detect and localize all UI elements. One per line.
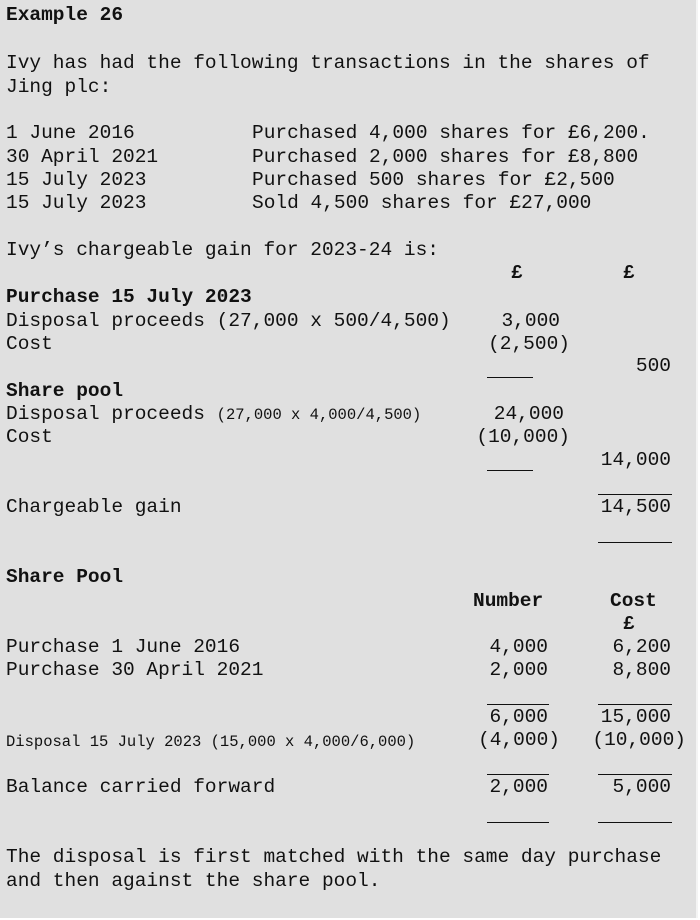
purchase-cost-value: (2,500) — [488, 333, 570, 355]
cost-unit: £ — [623, 613, 635, 635]
column-header-pounds: £ — [623, 262, 635, 284]
chargeable-gain-value: 14,500 — [600, 496, 671, 518]
purchase-proceeds-label: Disposal proceeds (27,000 x 500/4,500) — [6, 310, 451, 332]
underline-rule — [487, 377, 533, 378]
underline-rule — [487, 704, 549, 705]
total-rule — [598, 494, 672, 495]
transaction-date: 15 July 2023 — [6, 169, 147, 191]
underline-rule — [598, 704, 672, 705]
intro-line-1: Ivy has had the following transactions in the shares of — [6, 52, 650, 74]
pool-row-label: Purchase 1 June 2016 — [6, 636, 241, 658]
transaction-desc: Sold 4,500 shares for £27,000 — [252, 192, 592, 214]
pool-row-cost: 8,800 — [612, 659, 671, 681]
pool-row-number: 2,000 — [489, 659, 548, 681]
transaction-desc: Purchased 2,000 shares for £8,800 — [252, 146, 639, 168]
number-column-header: Number — [473, 590, 544, 612]
purchase-proceeds-value: 3,000 — [501, 310, 560, 332]
pool-cost-value: (10,000) — [476, 426, 570, 448]
balance-number: 2,000 — [489, 776, 548, 798]
balance-cost: 5,000 — [612, 776, 671, 798]
intro-line-2: Jing plc: — [6, 76, 112, 98]
example-title: Example 26 — [6, 4, 124, 26]
underline-rule — [487, 822, 549, 823]
pool-row-label: Purchase 30 April 2021 — [6, 659, 264, 681]
pool-proceeds-value: 24,000 — [493, 403, 564, 425]
underline-rule — [598, 822, 672, 823]
share-pool-heading: Share Pool — [6, 566, 124, 588]
conclusion-line-2: and then against the share pool. — [6, 870, 381, 892]
transaction-desc: Purchased 500 shares for £2,500 — [252, 169, 615, 191]
pool-disposal-label: Disposal 15 July 2023 (15,000 x 4,000/6,000) — [6, 733, 416, 751]
transaction-date: 30 April 2021 — [6, 146, 159, 168]
total-double-rule — [598, 542, 672, 543]
pool-disposal-cost: (10,000) — [592, 729, 686, 751]
purchase-heading: Purchase 15 July 2023 — [6, 286, 252, 308]
column-header-pounds: £ — [511, 262, 523, 284]
transaction-desc: Purchased 4,000 shares for £6,200. — [252, 122, 650, 144]
pool-row-cost: 6,200 — [612, 636, 671, 658]
underline-rule — [598, 774, 672, 775]
purchase-cost-label: Cost — [6, 333, 53, 355]
purchase-gain-value: 500 — [635, 355, 671, 377]
pool-disposal-number: (4,000) — [478, 729, 560, 751]
conclusion-line-1: The disposal is first matched with the same day purchase — [6, 846, 662, 868]
cost-column-header: Cost — [610, 590, 657, 612]
gain-intro: Ivy’s chargeable gain for 2023-24 is: — [6, 239, 439, 261]
pool-gain-value: 14,000 — [600, 449, 671, 471]
balance-label: Balance carried forward — [6, 776, 276, 798]
pool-subtotal-number: 6,000 — [489, 706, 548, 728]
chargeable-gain-label: Chargeable gain — [6, 496, 182, 518]
transaction-date: 1 June 2016 — [6, 122, 135, 144]
pool-calc-heading: Share pool — [6, 380, 124, 402]
pool-proceeds-label: Disposal proceeds (27,000 x 4,000/4,500) — [6, 403, 422, 425]
transaction-date: 15 July 2023 — [6, 192, 147, 214]
pool-cost-label: Cost — [6, 426, 53, 448]
pool-subtotal-cost: 15,000 — [600, 706, 671, 728]
pool-row-number: 4,000 — [489, 636, 548, 658]
underline-rule — [487, 774, 549, 775]
underline-rule — [487, 470, 533, 471]
